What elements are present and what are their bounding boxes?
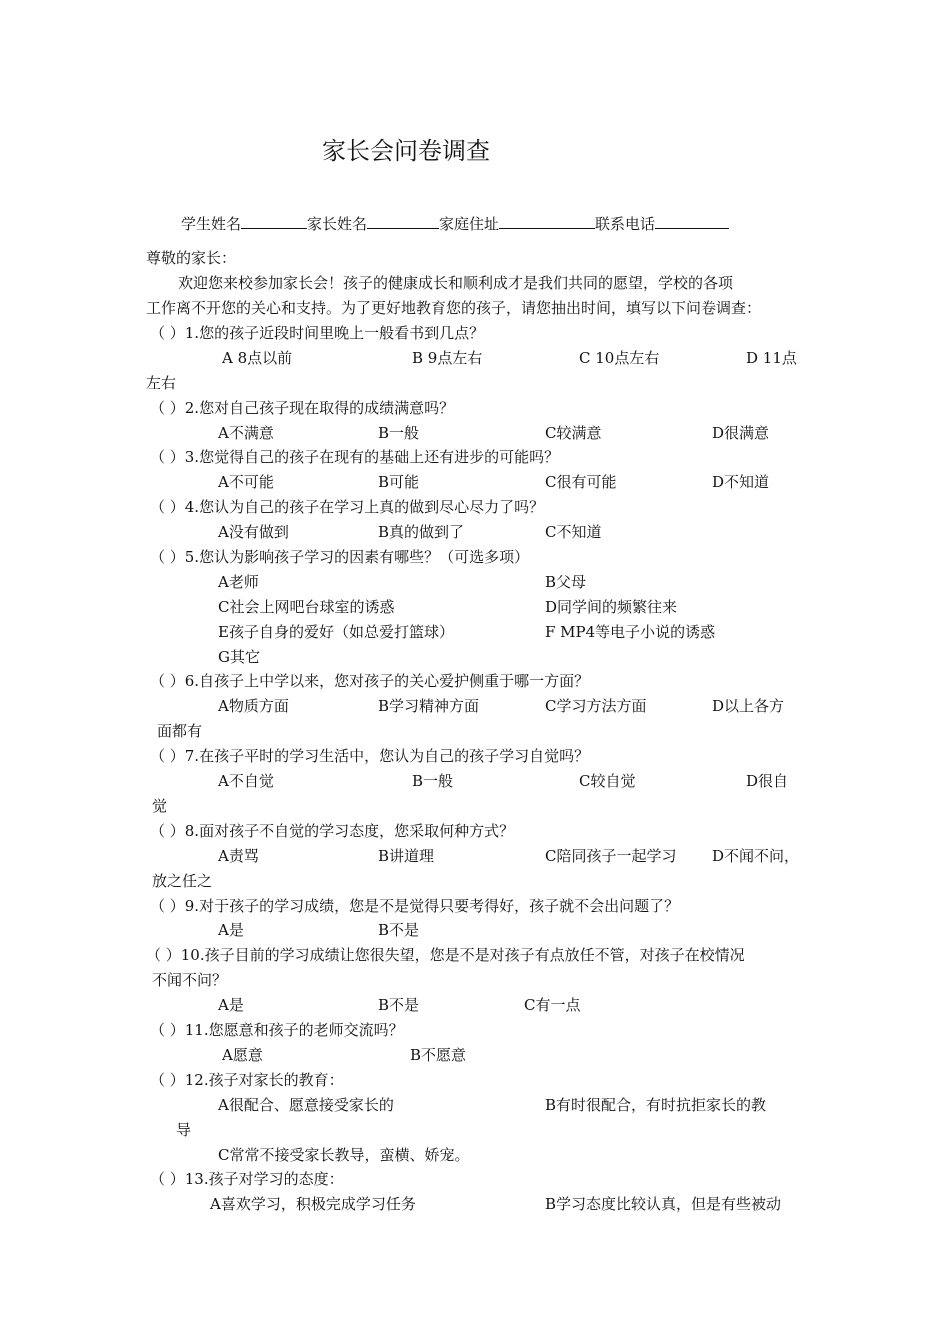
q7-option-d: D很自 [746,772,789,790]
q3-option-c: C很有可能 [545,473,617,491]
parent-name-blank[interactable] [367,213,439,229]
question-7 [150,746,589,766]
question-number: （ ）6. [150,672,200,690]
parent-name-label: 家长姓名 [307,215,368,233]
q6-option-d-wrap: 面都有 [157,722,203,740]
q10-option-c: C有一点 [524,996,581,1014]
address-label: 家庭住址 [439,215,500,233]
q3-option-a: A不可能 [218,473,274,491]
q2-option-b: B一般 [378,424,420,442]
question-text: 您的孩子近段时间里晚上一般看书到几点？ [199,324,485,342]
question-text: 在孩子平时的学习生活中，您认为自己的孩子学习自觉吗？ [199,747,590,765]
question-9 [150,896,679,916]
q5-option-b: B父母 [545,573,587,591]
q5-option-c: C社会上网吧台球室的诱惑 [218,598,395,616]
q12-option-a: A很配合、愿意接受家长的 [218,1096,394,1114]
intro-line-2: 工作离不开您的关心和支持。为了更好地教育您的孩子，请您抽出时间，填写以下问卷调查： [146,299,762,317]
phone-label: 联系电话 [595,215,656,233]
q1-option-b: B 9点左右 [412,349,483,367]
q12-option-c: C常常不接受家长教导，蛮横、娇宠。 [218,1146,470,1164]
q4-option-b: B真的做到了 [378,523,465,541]
q5-option-e: E孩子自身的爱好（如总爱打篮球） [218,623,454,641]
question-text: 孩子对学习的态度： [208,1170,344,1188]
question-12 [150,1070,344,1090]
q9-option-a: A是 [218,921,244,939]
question-1 [150,323,484,343]
q9-option-b: B不是 [378,921,420,939]
question-3 [150,447,559,467]
question-number: （ ）8. [150,822,200,840]
q3-option-d: D不知道 [712,473,770,491]
q6-option-b: B学习精神方面 [378,697,480,715]
question-4 [150,497,544,517]
q4-option-c: C不知道 [545,523,602,541]
intro-line-1: 欢迎您来校参加家长会！孩子的健康成长和顺利成才是我们共同的愿望，学校的各项 [178,274,734,292]
question-text: 面对孩子不自觉的学习态度，您采取何种方式？ [199,822,515,840]
question-10: （ ）10.孩子目前的学习成绩让您很失望，您是不是对孩子有点放任不管，对孩子在校情况 [146,946,745,964]
salutation: 尊敬的家长： [146,249,237,267]
q2-option-c: C较满意 [545,424,602,442]
q1-option-d: D 11点 [746,349,797,367]
q5-option-a: A老师 [218,573,259,591]
q4-option-a: A没有做到 [218,523,289,541]
q5-option-g: G其它 [218,648,260,666]
header-fields [181,213,729,234]
q8-option-d-wrap: 放之任之 [152,872,213,890]
q11-option-b: B不愿意 [410,1046,467,1064]
q12-option-b-wrap: 导 [176,1121,192,1139]
q7-option-a: A不自觉 [218,772,274,790]
q10-option-a: A是 [218,996,244,1014]
q1-option-c: C 10点左右 [579,349,660,367]
question-6 [150,671,589,691]
question-11 [150,1020,404,1040]
q13-option-a: A喜欢学习，积极完成学习任务 [210,1195,416,1213]
page-title: 家长会问卷调查 [322,137,490,165]
question-2 [150,398,454,418]
question-number: （ ）9. [150,897,200,915]
question-number: （ ）5. [150,548,200,566]
question-5 [150,547,529,567]
q7-option-b: B一般 [412,772,454,790]
question-text: 您愿意和孩子的老师交流吗？ [208,1021,404,1039]
question-text: 您认为影响孩子学习的因素有哪些？（可选多项） [199,548,530,566]
question-10-wrap: 不闻不问？ [152,971,228,989]
student-name-label: 学生姓名 [181,215,242,233]
q10-option-b: B不是 [378,996,420,1014]
q13-option-b: B学习态度比较认真，但是有些被动 [545,1195,782,1213]
q8-option-d: D不闻不问， [712,847,800,865]
q12-option-b: B有时很配合，有时抗拒家长的教 [545,1096,767,1114]
question-number: （ ）11. [150,1021,209,1039]
student-name-blank[interactable] [241,213,307,229]
address-blank[interactable] [499,213,595,229]
q6-option-a: A物质方面 [218,697,289,715]
question-number: （ ）4. [150,498,200,516]
q2-option-d: D很满意 [712,424,770,442]
q6-option-d: D以上各方 [712,697,785,715]
q6-option-c: C学习方法方面 [545,697,647,715]
question-number: （ ）13. [150,1170,209,1188]
question-text: 您对自己孩子现在取得的成绩满意吗？ [199,399,455,417]
question-number: （ ）2. [150,399,200,417]
q5-option-d: D同学间的频繁往来 [545,598,678,616]
q8-option-a: A责骂 [218,847,259,865]
question-13 [150,1169,344,1189]
q7-option-d-wrap: 觉 [152,797,168,815]
question-8 [150,821,514,841]
phone-blank[interactable] [655,213,729,229]
q8-option-c: C陪同孩子一起学习 [545,847,677,865]
q2-option-a: A不满意 [218,424,274,442]
question-text: 您觉得自己的孩子在现有的基础上还有进步的可能吗？ [199,448,560,466]
question-number: （ ）7. [150,747,200,765]
q3-option-b: B可能 [378,473,420,491]
question-text: 对于孩子的学习成绩，您是不是觉得只要考得好，孩子就不会出问题了？ [199,897,680,915]
question-text: 孩子对家长的教育： [208,1071,344,1089]
question-number: （ ）3. [150,448,200,466]
q1-option-d-wrap: 左右 [146,374,177,392]
q7-option-c: C较自觉 [579,772,636,790]
question-text: 自孩子上中学以来，您对孩子的关心爱护侧重于哪一方面？ [199,672,590,690]
q8-option-b: B讲道理 [378,847,435,865]
question-number: （ ）1. [150,324,200,342]
question-text: 您认为自己的孩子在学习上真的做到尽心尽力了吗？ [199,498,545,516]
q5-option-f: F MP4等电子小说的诱惑 [545,623,716,641]
q1-option-a: A 8点以前 [222,349,293,367]
q11-option-a: A愿意 [222,1046,263,1064]
question-number: （ ）12. [150,1071,209,1089]
